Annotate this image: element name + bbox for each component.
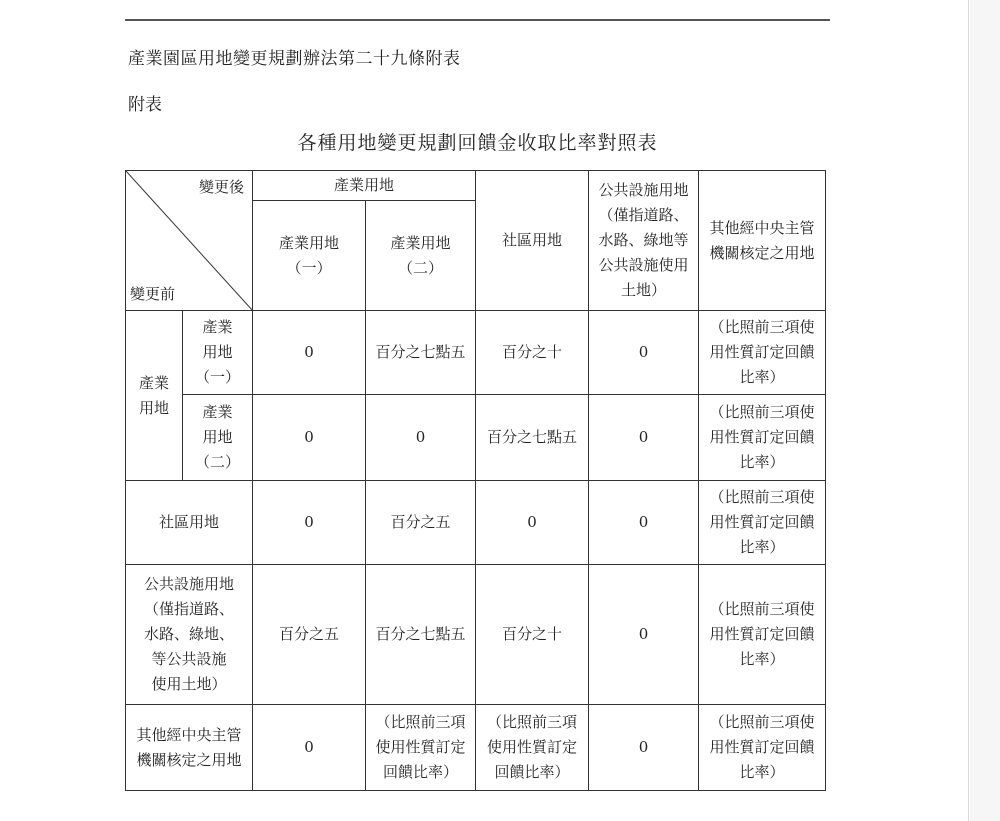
header-other: 其他經中央主管 機關核定之用地 (699, 171, 826, 311)
row-label-public: 公共設施用地 （僅指道路、 水路、綠地、 等公共設施 使用土地） (126, 565, 253, 705)
table-title: 各種用地變更規劃回饋金收取比率對照表 (297, 132, 658, 154)
row-label-ind2: 產業 用地 （二） (183, 395, 253, 481)
cell: 百分之十 (476, 311, 589, 395)
cell: 百分之十 (476, 565, 589, 705)
corner-after-label: 變更後 (198, 178, 244, 196)
header-industrial-1: 產業用地 （一） (253, 201, 366, 311)
cell: 百分之五 (366, 481, 476, 565)
cell-other: （比照前三項使 用性質訂定回饋 比率） (699, 481, 826, 565)
row-label-community: 社區用地 (126, 481, 253, 565)
cell: 0 (589, 311, 699, 395)
header-public: 公共設施用地 （僅指道路、 水路、綠地等 公共設施使用 土地） (589, 171, 699, 311)
cell-other: （比照前三項使 用性質訂定回饋 比率） (699, 395, 826, 481)
row-label-ind1: 產業 用地 （一） (183, 311, 253, 395)
cell: 百分之五 (253, 565, 366, 705)
cell: 0 (366, 395, 476, 481)
header-industrial-2: 產業用地 （二） (366, 201, 476, 311)
cell-other: （比照前三項 使用性質訂定 回饋比率） (476, 705, 589, 791)
top-rule (125, 19, 830, 21)
feedback-ratio-table (125, 170, 826, 791)
cell: 0 (253, 311, 366, 395)
corner-header-cell (126, 171, 253, 311)
law-title: 產業園區用地變更規劃辦法第二十九條附表 (128, 49, 461, 69)
cell: 0 (589, 481, 699, 565)
cell: 0 (589, 705, 699, 791)
cell: 百分之七點五 (476, 395, 589, 481)
row-group-industrial: 產業 用地 (126, 311, 183, 481)
header-industrial-group: 產業用地 (253, 171, 476, 201)
cell: 百分之七點五 (366, 311, 476, 395)
cell: 0 (476, 481, 589, 565)
annex-label: 附表 (128, 95, 162, 115)
page-margin-shadow (970, 0, 1000, 821)
cell: 百分之七點五 (366, 565, 476, 705)
page-edge (968, 0, 969, 821)
cell-other: （比照前三項使 用性質訂定回饋 比率） (699, 565, 826, 705)
cell-other: （比照前三項使 用性質訂定回饋 比率） (699, 705, 826, 791)
cell: 0 (589, 395, 699, 481)
cell: 0 (253, 705, 366, 791)
header-community: 社區用地 (476, 171, 589, 311)
corner-before-label: 變更前 (130, 285, 176, 303)
cell: 0 (253, 395, 366, 481)
cell: 0 (253, 481, 366, 565)
cell: 0 (589, 565, 699, 705)
cell-other: （比照前三項使 用性質訂定回饋 比率） (699, 311, 826, 395)
row-label-other: 其他經中央主管 機關核定之用地 (126, 705, 253, 791)
cell-other: （比照前三項 使用性質訂定 回饋比率） (366, 705, 476, 791)
